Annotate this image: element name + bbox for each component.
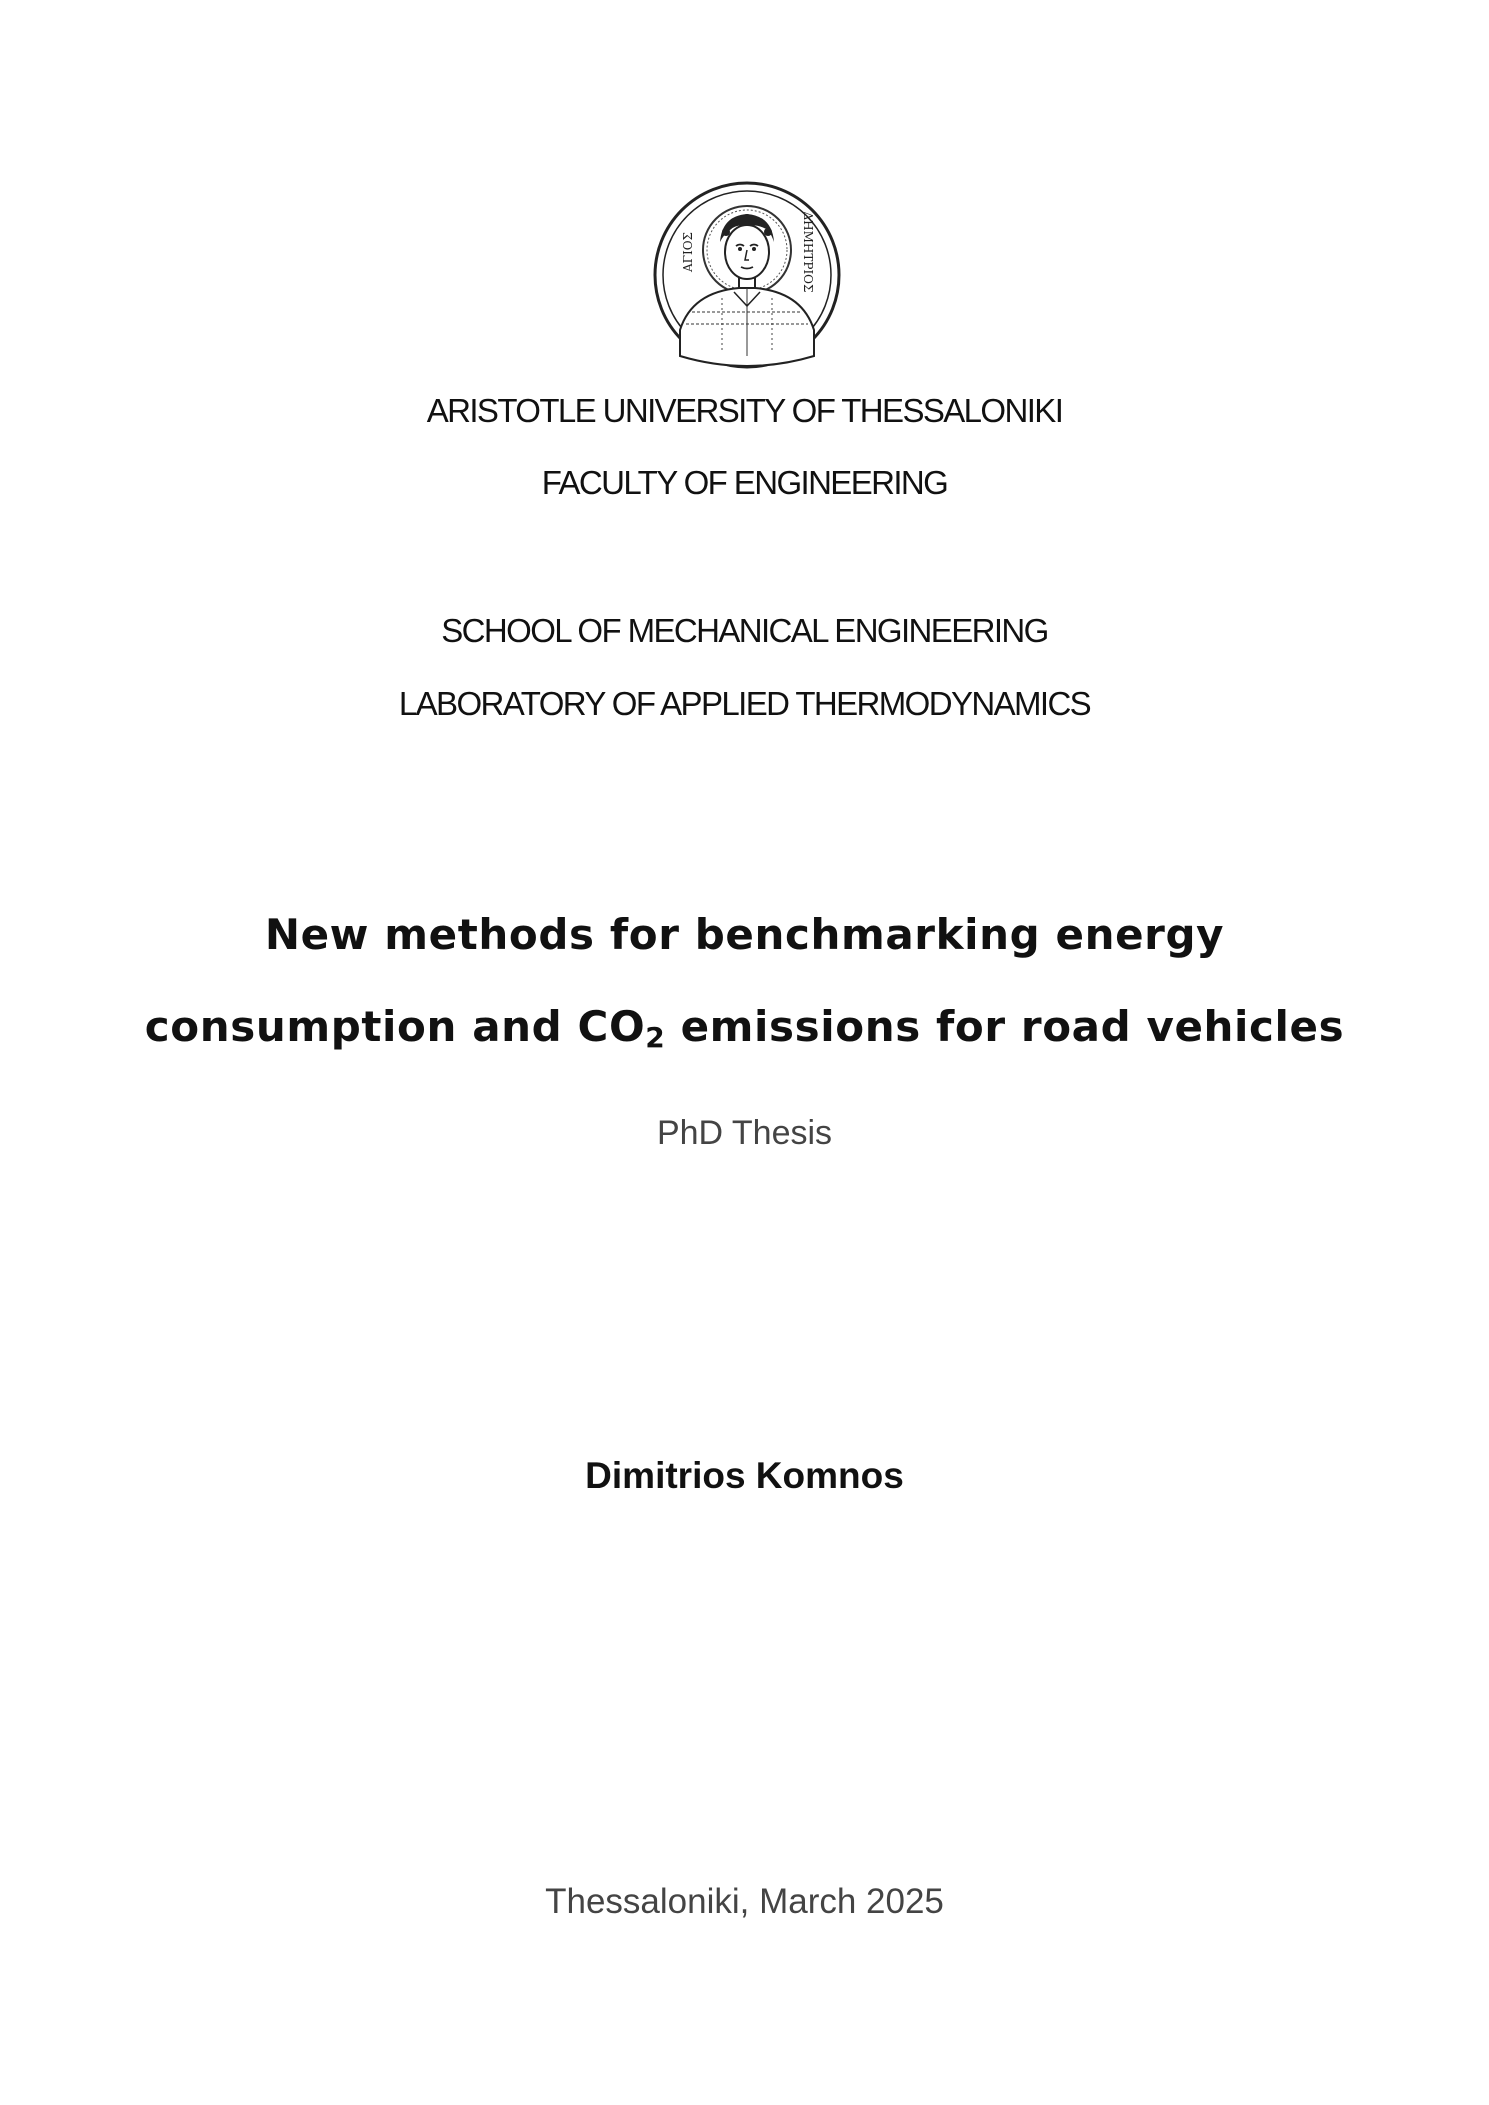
title-line-2-start: consumption and CO bbox=[144, 1002, 646, 1051]
title-line-2-end: emissions for road vehicles bbox=[665, 1002, 1345, 1051]
university-seal-logo bbox=[652, 180, 842, 370]
place-and-date: Thessaloniki, March 2025 bbox=[545, 1882, 944, 1921]
thesis-title-line-2 bbox=[0, 1002, 1489, 1054]
school-name: SCHOOL OF MECHANICAL ENGINEERING bbox=[441, 612, 1048, 649]
thesis-title-line-1: New methods for benchmarking energy bbox=[264, 910, 1225, 959]
seal-inscription-left: ΑΓΙΟΣ bbox=[681, 231, 695, 273]
laboratory-name: LABORATORY OF APPLIED THERMODYNAMICS bbox=[398, 685, 1091, 722]
co2-subscript: 2 bbox=[645, 1021, 666, 1054]
faculty-name: FACULTY OF ENGINEERING bbox=[541, 464, 948, 501]
university-name: ARISTOTLE UNIVERSITY OF THESSALONIKI bbox=[426, 392, 1063, 429]
author-name: Dimitrios Komnos bbox=[585, 1455, 904, 1496]
thesis-type: PhD Thesis bbox=[656, 1114, 833, 1152]
seal-inscription-right: ΔΗΜΗΤΡΙΟΣ bbox=[801, 211, 815, 293]
